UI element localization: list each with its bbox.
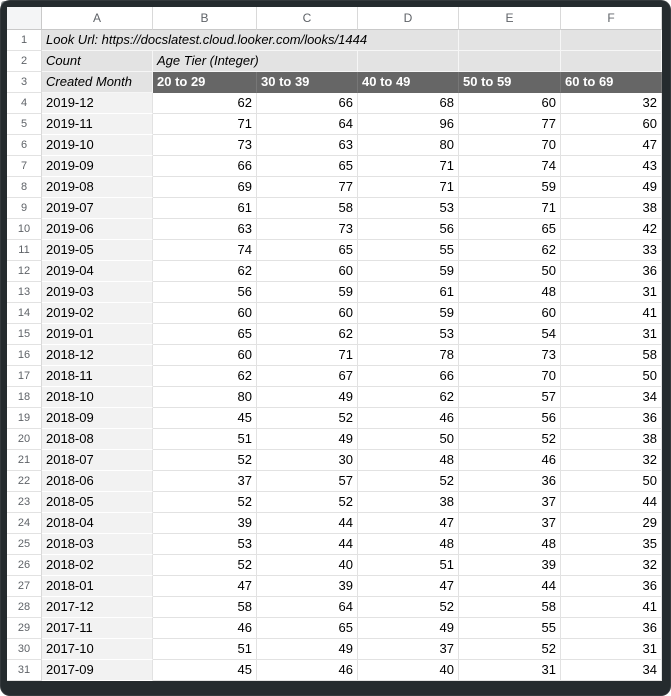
cell-value-30-39[interactable]: 67: [257, 366, 358, 387]
cell-value-60-69[interactable]: 50: [561, 471, 662, 492]
cell-count-label[interactable]: Count: [42, 51, 153, 72]
row-header[interactable]: 10: [7, 219, 42, 240]
cell-bucket-30-39[interactable]: 30 to 39: [257, 72, 358, 93]
table-row: [7, 450, 662, 471]
cell-created-month[interactable]: 2019-05: [42, 240, 153, 261]
cell-value-20-29[interactable]: 80: [153, 387, 257, 408]
cell-bucket-60-69[interactable]: 60 to 69: [561, 72, 662, 93]
cell-value-20-29[interactable]: 62: [153, 366, 257, 387]
cell-value-50-59[interactable]: 52: [459, 429, 561, 450]
cell-value-40-49[interactable]: 52: [358, 471, 459, 492]
table-row: [7, 492, 662, 513]
cell-value-50-59[interactable]: 65: [459, 219, 561, 240]
cell-value-60-69[interactable]: 31: [561, 282, 662, 303]
cell-value-20-29[interactable]: 52: [153, 555, 257, 576]
cell-created-month[interactable]: 2019-09: [42, 156, 153, 177]
cell-value-50-59[interactable]: 59: [459, 177, 561, 198]
cell-value-20-29[interactable]: 52: [153, 450, 257, 471]
cell-value-20-29[interactable]: 62: [153, 93, 257, 114]
cell-e2-empty[interactable]: [459, 51, 561, 72]
table-row: [7, 219, 662, 240]
cell-created-month[interactable]: 2018-10: [42, 387, 153, 408]
row-header[interactable]: 21: [7, 450, 42, 471]
cell-value-60-69[interactable]: 49: [561, 177, 662, 198]
cell-value-20-29[interactable]: 45: [153, 660, 257, 681]
cell-value-40-49[interactable]: 38: [358, 492, 459, 513]
cell-value-20-29[interactable]: 60: [153, 303, 257, 324]
table-row: [7, 639, 662, 660]
table-row: [7, 471, 662, 492]
row-header[interactable]: 23: [7, 492, 42, 513]
cell-value-30-39[interactable]: 65: [257, 156, 358, 177]
cell-value-50-59[interactable]: 50: [459, 261, 561, 282]
cell-value-40-49[interactable]: 53: [358, 324, 459, 345]
row-header[interactable]: 20: [7, 429, 42, 450]
cell-value-40-49[interactable]: 47: [358, 576, 459, 597]
column-header-C[interactable]: C: [257, 7, 358, 30]
cell-value-50-59[interactable]: 58: [459, 597, 561, 618]
cell-value-40-49[interactable]: 53: [358, 198, 459, 219]
column-header-row: [7, 7, 662, 30]
table-row: [7, 114, 662, 135]
cell-value-20-29[interactable]: 56: [153, 282, 257, 303]
table-row: [7, 198, 662, 219]
cell-age-tier-label[interactable]: Age Tier (Integer): [153, 51, 358, 72]
table-row: [7, 387, 662, 408]
cell-value-20-29[interactable]: 73: [153, 135, 257, 156]
cell-value-30-39[interactable]: 73: [257, 219, 358, 240]
cell-value-60-69[interactable]: 43: [561, 156, 662, 177]
table-row: [7, 156, 662, 177]
cell-value-60-69[interactable]: 60: [561, 114, 662, 135]
cell-bucket-40-49[interactable]: 40 to 49: [358, 72, 459, 93]
cell-value-60-69[interactable]: 31: [561, 639, 662, 660]
cell-value-60-69[interactable]: 36: [561, 618, 662, 639]
cell-value-60-69[interactable]: 38: [561, 198, 662, 219]
cell-created-month[interactable]: 2018-07: [42, 450, 153, 471]
cell-value-20-29[interactable]: 51: [153, 639, 257, 660]
cell-value-30-39[interactable]: 64: [257, 597, 358, 618]
cell-value-50-59[interactable]: 70: [459, 366, 561, 387]
table-row: [7, 303, 662, 324]
cell-value-40-49[interactable]: 51: [358, 555, 459, 576]
cell-value-30-39[interactable]: 60: [257, 261, 358, 282]
table-row: [7, 513, 662, 534]
cell-value-40-49[interactable]: 48: [358, 450, 459, 471]
row-header[interactable]: 6: [7, 135, 42, 156]
cell-created-month[interactable]: 2017-10: [42, 639, 153, 660]
cell-value-30-39[interactable]: 52: [257, 408, 358, 429]
cell-value-60-69[interactable]: 32: [561, 555, 662, 576]
cell-e1-empty[interactable]: [459, 30, 561, 51]
row-header[interactable]: 14: [7, 303, 42, 324]
cell-created-month[interactable]: 2019-07: [42, 198, 153, 219]
cell-value-50-59[interactable]: 56: [459, 408, 561, 429]
cell-value-40-49[interactable]: 61: [358, 282, 459, 303]
cell-value-30-39[interactable]: 30: [257, 450, 358, 471]
cell-created-month[interactable]: 2019-12: [42, 93, 153, 114]
column-headers-container: [42, 7, 662, 30]
cell-created-month[interactable]: 2019-04: [42, 261, 153, 282]
cell-value-50-59[interactable]: 46: [459, 450, 561, 471]
cell-value-30-39[interactable]: 62: [257, 324, 358, 345]
cell-value-40-49[interactable]: 56: [358, 219, 459, 240]
cell-value-40-49[interactable]: 78: [358, 345, 459, 366]
cell-value-50-59[interactable]: 74: [459, 156, 561, 177]
cell-value-30-39[interactable]: 65: [257, 618, 358, 639]
row-header-3[interactable]: 3: [7, 72, 42, 93]
cell-value-60-69[interactable]: 31: [561, 324, 662, 345]
cell-created-month[interactable]: 2018-06: [42, 471, 153, 492]
cell-created-month[interactable]: 2017-12: [42, 597, 153, 618]
table-row: [7, 618, 662, 639]
cell-value-30-39[interactable]: 39: [257, 576, 358, 597]
cell-value-40-49[interactable]: 96: [358, 114, 459, 135]
cell-value-20-29[interactable]: 37: [153, 471, 257, 492]
cell-value-30-39[interactable]: 40: [257, 555, 358, 576]
cell-value-40-49[interactable]: 46: [358, 408, 459, 429]
table-row: [7, 576, 662, 597]
table-row: [7, 240, 662, 261]
cell-value-60-69[interactable]: 34: [561, 387, 662, 408]
cell-value-50-59[interactable]: 60: [459, 303, 561, 324]
cell-value-20-29[interactable]: 62: [153, 261, 257, 282]
cell-created-month[interactable]: 2018-04: [42, 513, 153, 534]
cell-value-50-59[interactable]: 57: [459, 387, 561, 408]
cell-value-50-59[interactable]: 39: [459, 555, 561, 576]
cell-f2-empty[interactable]: [561, 51, 662, 72]
row-header[interactable]: 16: [7, 345, 42, 366]
row-header[interactable]: 15: [7, 324, 42, 345]
cell-value-40-49[interactable]: 66: [358, 366, 459, 387]
cell-created-month[interactable]: 2018-05: [42, 492, 153, 513]
cell-value-20-29[interactable]: 52: [153, 492, 257, 513]
row-header[interactable]: 31: [7, 660, 42, 681]
row-header[interactable]: 11: [7, 240, 42, 261]
table-row: [7, 408, 662, 429]
row-header[interactable]: 27: [7, 576, 42, 597]
cell-value-40-49[interactable]: 80: [358, 135, 459, 156]
row-header[interactable]: 9: [7, 198, 42, 219]
cell-created-month[interactable]: 2018-03: [42, 534, 153, 555]
cell-value-20-29[interactable]: 71: [153, 114, 257, 135]
cell-created-month[interactable]: 2018-09: [42, 408, 153, 429]
row-header-2[interactable]: 2: [7, 51, 42, 72]
cell-value-30-39[interactable]: 46: [257, 660, 358, 681]
row-header[interactable]: 22: [7, 471, 42, 492]
table-row: [7, 534, 662, 555]
cell-value-30-39[interactable]: 65: [257, 240, 358, 261]
cell-created-month[interactable]: 2018-02: [42, 555, 153, 576]
cell-value-30-39[interactable]: 57: [257, 471, 358, 492]
table-row: [7, 366, 662, 387]
data-rows-container: [7, 93, 662, 681]
cell-created-month[interactable]: 2019-02: [42, 303, 153, 324]
cell-value-60-69[interactable]: 36: [561, 576, 662, 597]
cell-value-40-49[interactable]: 71: [358, 156, 459, 177]
cell-value-20-29[interactable]: 74: [153, 240, 257, 261]
cell-value-20-29[interactable]: 46: [153, 618, 257, 639]
cell-value-60-69[interactable]: 32: [561, 93, 662, 114]
cell-value-20-29[interactable]: 61: [153, 198, 257, 219]
cell-value-30-39[interactable]: 52: [257, 492, 358, 513]
cell-value-50-59[interactable]: 60: [459, 93, 561, 114]
sheet-row-2: [7, 51, 662, 72]
cell-created-month[interactable]: 2018-01: [42, 576, 153, 597]
table-row: [7, 135, 662, 156]
cell-value-40-49[interactable]: 37: [358, 639, 459, 660]
cell-value-50-59[interactable]: 71: [459, 198, 561, 219]
table-row: [7, 324, 662, 345]
cell-value-60-69[interactable]: 50: [561, 366, 662, 387]
table-row: [7, 660, 662, 681]
cell-value-20-29[interactable]: 45: [153, 408, 257, 429]
cell-created-month[interactable]: 2017-09: [42, 660, 153, 681]
cell-created-month[interactable]: 2019-10: [42, 135, 153, 156]
cell-value-60-69[interactable]: 47: [561, 135, 662, 156]
cell-look-url[interactable]: Look Url: https://docslatest.cloud.looker.com/looks/1444: [42, 30, 459, 51]
table-row: [7, 597, 662, 618]
cell-created-month[interactable]: 2019-03: [42, 282, 153, 303]
column-header-E[interactable]: E: [459, 7, 561, 30]
cell-value-40-49[interactable]: 59: [358, 303, 459, 324]
table-row: [7, 555, 662, 576]
cell-value-40-49[interactable]: 52: [358, 597, 459, 618]
cell-value-20-29[interactable]: 39: [153, 513, 257, 534]
cell-value-30-39[interactable]: 64: [257, 114, 358, 135]
cell-created-month[interactable]: 2018-12: [42, 345, 153, 366]
column-header-F[interactable]: F: [561, 7, 662, 30]
row-header[interactable]: 17: [7, 366, 42, 387]
cell-created-month[interactable]: 2018-11: [42, 366, 153, 387]
cell-value-50-59[interactable]: 48: [459, 282, 561, 303]
cell-value-20-29[interactable]: 65: [153, 324, 257, 345]
cell-value-30-39[interactable]: 59: [257, 282, 358, 303]
table-row: [7, 345, 662, 366]
cell-d2-empty[interactable]: [358, 51, 459, 72]
cell-value-30-39[interactable]: 77: [257, 177, 358, 198]
cell-value-60-69[interactable]: 35: [561, 534, 662, 555]
cell-value-50-59[interactable]: 73: [459, 345, 561, 366]
cell-value-60-69[interactable]: 42: [561, 219, 662, 240]
cell-value-40-49[interactable]: 62: [358, 387, 459, 408]
spreadsheet-grid: [7, 7, 662, 681]
cell-value-20-29[interactable]: 60: [153, 345, 257, 366]
cell-value-20-29[interactable]: 63: [153, 219, 257, 240]
cell-value-50-59[interactable]: 52: [459, 639, 561, 660]
cell-value-50-59[interactable]: 31: [459, 660, 561, 681]
row-header[interactable]: 4: [7, 93, 42, 114]
cell-value-40-49[interactable]: 59: [358, 261, 459, 282]
row-header[interactable]: 13: [7, 282, 42, 303]
row-header[interactable]: 30: [7, 639, 42, 660]
column-header-D[interactable]: D: [358, 7, 459, 30]
cell-value-50-59[interactable]: 37: [459, 513, 561, 534]
column-header-A[interactable]: A: [42, 7, 153, 30]
cell-created-month[interactable]: 2019-11: [42, 114, 153, 135]
cell-value-30-39[interactable]: 63: [257, 135, 358, 156]
cell-value-30-39[interactable]: 44: [257, 513, 358, 534]
cell-created-month[interactable]: 2019-08: [42, 177, 153, 198]
cell-value-30-39[interactable]: 58: [257, 198, 358, 219]
cell-value-40-49[interactable]: 49: [358, 618, 459, 639]
row-header-1[interactable]: 1: [7, 30, 42, 51]
cell-value-60-69[interactable]: 29: [561, 513, 662, 534]
cell-value-40-49[interactable]: 55: [358, 240, 459, 261]
row-header[interactable]: 8: [7, 177, 42, 198]
select-all-corner[interactable]: [7, 7, 42, 30]
cell-value-30-39[interactable]: 71: [257, 345, 358, 366]
cell-value-60-69[interactable]: 41: [561, 303, 662, 324]
cell-bucket-20-29[interactable]: 20 to 29: [153, 72, 257, 93]
cell-value-60-69[interactable]: 38: [561, 429, 662, 450]
cell-value-20-29[interactable]: 47: [153, 576, 257, 597]
cell-value-50-59[interactable]: 55: [459, 618, 561, 639]
cell-value-50-59[interactable]: 44: [459, 576, 561, 597]
table-row: [7, 177, 662, 198]
cell-created-month[interactable]: 2017-11: [42, 618, 153, 639]
cell-value-20-29[interactable]: 51: [153, 429, 257, 450]
cell-value-20-29[interactable]: 53: [153, 534, 257, 555]
table-row: [7, 282, 662, 303]
cell-value-20-29[interactable]: 58: [153, 597, 257, 618]
cell-value-50-59[interactable]: 37: [459, 492, 561, 513]
cell-value-30-39[interactable]: 49: [257, 639, 358, 660]
cell-value-40-49[interactable]: 47: [358, 513, 459, 534]
table-row: [7, 93, 662, 114]
cell-value-60-69[interactable]: 44: [561, 492, 662, 513]
cell-value-50-59[interactable]: 62: [459, 240, 561, 261]
row-header[interactable]: 12: [7, 261, 42, 282]
cell-created-month-label[interactable]: Created Month: [42, 72, 153, 93]
cell-value-60-69[interactable]: 32: [561, 450, 662, 471]
table-row: [7, 429, 662, 450]
sheet-row-1: [7, 30, 662, 51]
row-header[interactable]: 7: [7, 156, 42, 177]
cell-value-60-69[interactable]: 36: [561, 261, 662, 282]
cell-value-60-69[interactable]: 33: [561, 240, 662, 261]
cell-value-50-59[interactable]: 77: [459, 114, 561, 135]
table-row: [7, 261, 662, 282]
cell-value-60-69[interactable]: 34: [561, 660, 662, 681]
cell-value-50-59[interactable]: 48: [459, 534, 561, 555]
cell-value-30-39[interactable]: 44: [257, 534, 358, 555]
cell-value-30-39[interactable]: 49: [257, 429, 358, 450]
cell-value-30-39[interactable]: 49: [257, 387, 358, 408]
cell-value-60-69[interactable]: 41: [561, 597, 662, 618]
cell-created-month[interactable]: 2019-01: [42, 324, 153, 345]
cell-value-40-49[interactable]: 48: [358, 534, 459, 555]
cell-value-60-69[interactable]: 36: [561, 408, 662, 429]
sheet-row-3: [7, 72, 662, 93]
cell-value-60-69[interactable]: 58: [561, 345, 662, 366]
cell-value-30-39[interactable]: 66: [257, 93, 358, 114]
row-header[interactable]: 26: [7, 555, 42, 576]
cell-created-month[interactable]: 2018-08: [42, 429, 153, 450]
row-header[interactable]: 5: [7, 114, 42, 135]
cell-value-20-29[interactable]: 69: [153, 177, 257, 198]
cell-value-50-59[interactable]: 70: [459, 135, 561, 156]
cell-value-50-59[interactable]: 36: [459, 471, 561, 492]
cell-value-40-49[interactable]: 50: [358, 429, 459, 450]
cell-value-50-59[interactable]: 54: [459, 324, 561, 345]
row-header[interactable]: 25: [7, 534, 42, 555]
cell-value-40-49[interactable]: 40: [358, 660, 459, 681]
cell-value-40-49[interactable]: 68: [358, 93, 459, 114]
row-header[interactable]: 28: [7, 597, 42, 618]
cell-created-month[interactable]: 2019-06: [42, 219, 153, 240]
row-header[interactable]: 19: [7, 408, 42, 429]
column-header-B[interactable]: B: [153, 7, 257, 30]
cell-value-30-39[interactable]: 60: [257, 303, 358, 324]
cell-value-40-49[interactable]: 71: [358, 177, 459, 198]
cell-bucket-50-59[interactable]: 50 to 59: [459, 72, 561, 93]
row-header[interactable]: 24: [7, 513, 42, 534]
row-header[interactable]: 29: [7, 618, 42, 639]
row-header[interactable]: 18: [7, 387, 42, 408]
cell-f1-empty[interactable]: [561, 30, 662, 51]
cell-value-20-29[interactable]: 66: [153, 156, 257, 177]
